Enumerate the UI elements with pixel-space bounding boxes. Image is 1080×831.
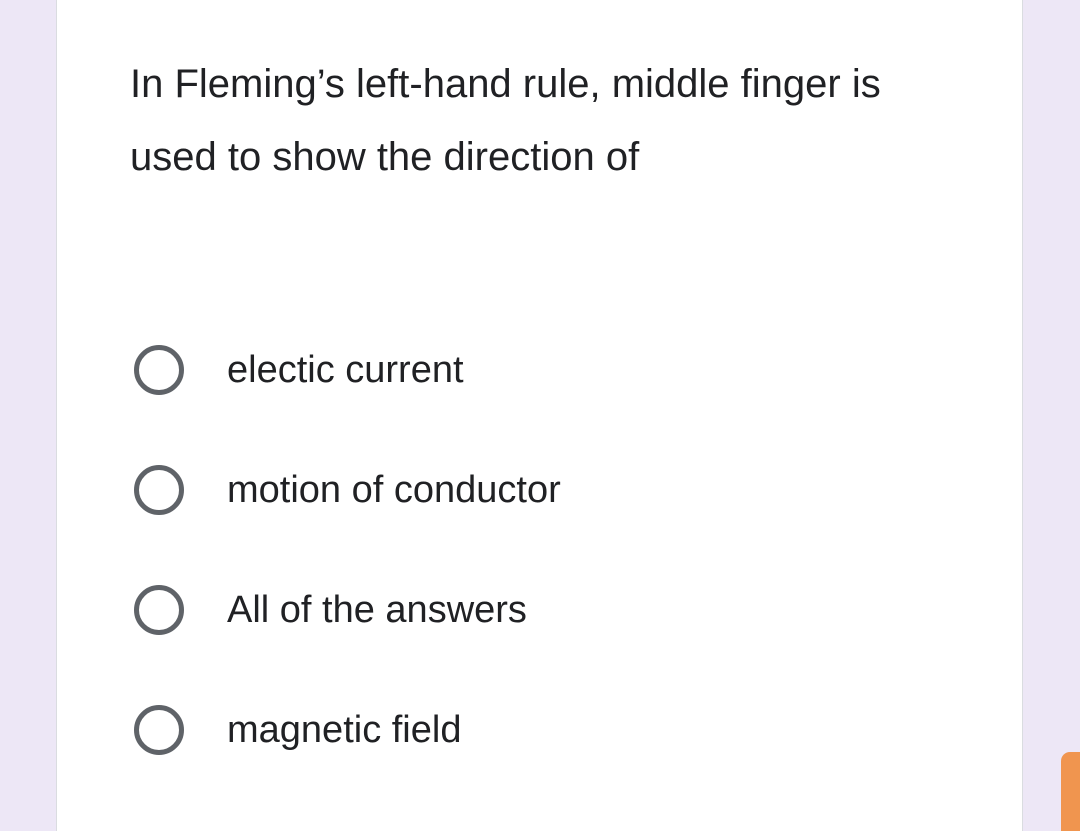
radio-button[interactable] (129, 340, 189, 400)
option-magnetic-field[interactable] (129, 700, 461, 760)
question-text: In Fleming’s left-hand rule, middle finger is used to show the direction of (130, 62, 881, 179)
option-all-of-the-answers[interactable] (129, 580, 527, 640)
radio-unchecked-icon (134, 345, 184, 395)
options-group (129, 0, 989, 831)
question-card (56, 0, 1023, 831)
radio-unchecked-icon (134, 705, 184, 755)
option-electic-current[interactable] (129, 340, 464, 400)
scrollbar-thumb[interactable] (1061, 752, 1080, 831)
radio-button[interactable] (129, 580, 189, 640)
option-label: magnetic field (227, 708, 462, 751)
option-label: All of the answers (227, 588, 527, 631)
radio-unchecked-icon (134, 585, 184, 635)
radio-button[interactable] (129, 700, 189, 760)
option-label: electic current (227, 348, 464, 391)
radio-unchecked-icon (134, 465, 184, 515)
radio-button[interactable] (129, 460, 189, 520)
option-motion-of-conductor[interactable] (129, 460, 561, 520)
option-label: motion of conductor (227, 468, 561, 511)
